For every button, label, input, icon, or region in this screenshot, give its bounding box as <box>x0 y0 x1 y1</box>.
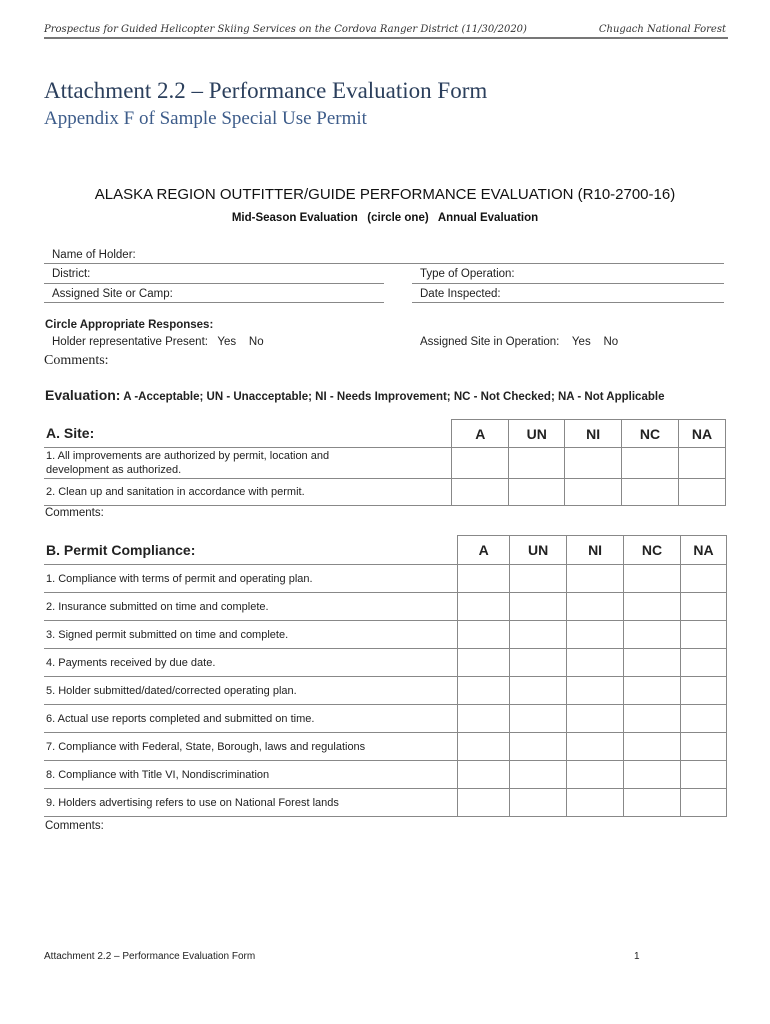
holder-name-field[interactable]: Name of Holder: <box>52 249 136 261</box>
type-of-operation-field[interactable]: Type of Operation: <box>420 268 515 280</box>
holder-present-choice[interactable]: Holder representative Present: Yes No <box>52 336 264 348</box>
rating-cell[interactable] <box>452 479 509 506</box>
rating-cell[interactable] <box>510 649 567 677</box>
rating-cell[interactable] <box>681 705 727 733</box>
rating-cell[interactable] <box>452 448 509 479</box>
permit-item-9: 9. Holders advertising refers to use on National Forest lands <box>44 789 458 817</box>
rating-cell[interactable] <box>624 593 681 621</box>
rating-cell[interactable] <box>622 448 679 479</box>
table-row <box>44 733 727 761</box>
site-in-operation-choice[interactable]: Assigned Site in Operation: Yes No <box>420 336 619 348</box>
rating-cell[interactable] <box>510 705 567 733</box>
rating-cell[interactable] <box>510 621 567 649</box>
rating-cell[interactable] <box>567 789 624 817</box>
table-row <box>44 565 727 593</box>
col-nc-header: NC <box>622 420 679 448</box>
rating-cell[interactable] <box>681 649 727 677</box>
site-item-1 <box>44 448 452 479</box>
permit-item-4: 4. Payments received by due date. <box>44 649 458 677</box>
evaluation-label: Evaluation: <box>45 387 121 403</box>
rating-cell[interactable] <box>681 621 727 649</box>
rating-cell[interactable] <box>624 733 681 761</box>
table-row <box>44 479 726 506</box>
rating-cell[interactable] <box>458 677 510 705</box>
rating-cell[interactable] <box>567 761 624 789</box>
table-row <box>44 649 727 677</box>
rating-cell[interactable] <box>509 448 565 479</box>
rating-cell[interactable] <box>458 789 510 817</box>
permit-item-6: 6. Actual use reports completed and submitted on time. <box>44 705 458 733</box>
running-header-right: Chugach National Forest <box>598 24 726 35</box>
district-field[interactable]: District: <box>52 268 91 280</box>
rating-cell[interactable] <box>624 705 681 733</box>
rating-cell[interactable] <box>567 621 624 649</box>
col-ni-header: NI <box>565 420 622 448</box>
table-row <box>44 593 727 621</box>
page-subtitle: Appendix F of Sample Special Use Permit <box>44 108 367 129</box>
rating-cell[interactable] <box>681 593 727 621</box>
rating-cell[interactable] <box>624 761 681 789</box>
rating-cell[interactable] <box>509 479 565 506</box>
evaluation-key-text: A -Acceptable; UN - Unacceptable; NI - Needs Improvement; NC - Not Checked; NA - Not Applicable <box>123 391 665 403</box>
site-table <box>44 419 726 506</box>
rating-cell[interactable] <box>458 649 510 677</box>
rating-cell[interactable] <box>624 565 681 593</box>
rating-cell[interactable] <box>681 761 727 789</box>
permit-item-5: 5. Holder submitted/dated/corrected operating plan. <box>44 677 458 705</box>
rating-cell[interactable] <box>679 479 726 506</box>
col-un-header: UN <box>510 536 567 565</box>
rating-cell[interactable] <box>458 565 510 593</box>
permit-item-1: 1. Compliance with terms of permit and operating plan. <box>44 565 458 593</box>
evaluation-type-choice[interactable]: Mid-Season Evaluation (circle one) Annual Evaluation <box>231 212 539 224</box>
rating-cell[interactable] <box>510 565 567 593</box>
rating-cell[interactable] <box>458 733 510 761</box>
rating-cell[interactable] <box>681 733 727 761</box>
rating-cell[interactable] <box>458 761 510 789</box>
rating-cell[interactable] <box>624 621 681 649</box>
rating-cell[interactable] <box>624 649 681 677</box>
rating-cell[interactable] <box>681 677 727 705</box>
table-row <box>44 448 726 479</box>
header-rule <box>44 37 728 39</box>
col-na-header: NA <box>681 536 727 565</box>
comments-label: Comments: <box>44 353 109 368</box>
table-row <box>44 705 727 733</box>
rating-cell[interactable] <box>624 677 681 705</box>
rating-cell[interactable] <box>681 789 727 817</box>
table-row <box>44 789 727 817</box>
col-a-header: A <box>458 536 510 565</box>
permit-item-8: 8. Compliance with Title VI, Nondiscrimination <box>44 761 458 789</box>
rating-cell[interactable] <box>565 448 622 479</box>
permit-compliance-table <box>44 535 727 817</box>
site-item-1-text: 1. All improvements are authorized by permit, location and development as authorized. <box>46 450 330 476</box>
page-number: 1 <box>634 951 640 962</box>
assigned-site-field[interactable]: Assigned Site or Camp: <box>52 288 173 300</box>
site-section-heading: A. Site: <box>44 420 452 448</box>
page-title: Attachment 2.2 – Performance Evaluation Form <box>44 78 488 103</box>
col-na-header: NA <box>679 420 726 448</box>
circle-responses-heading: Circle Appropriate Responses: <box>45 319 214 331</box>
form-title: ALASKA REGION OUTFITTER/GUIDE PERFORMANCE EVALUATION (R10-2700-16) <box>94 186 676 203</box>
permit-item-7: 7. Compliance with Federal, State, Borough, laws and regulations <box>44 733 458 761</box>
field-line <box>412 302 724 303</box>
rating-cell[interactable] <box>458 621 510 649</box>
rating-cell[interactable] <box>510 789 567 817</box>
rating-cell[interactable] <box>624 789 681 817</box>
permit-item-3: 3. Signed permit submitted on time and complete. <box>44 621 458 649</box>
field-line <box>44 283 384 284</box>
rating-cell[interactable] <box>458 593 510 621</box>
rating-cell[interactable] <box>510 677 567 705</box>
rating-cell[interactable] <box>622 479 679 506</box>
rating-cell[interactable] <box>681 565 727 593</box>
rating-cell[interactable] <box>565 479 622 506</box>
site-comments-label: Comments: <box>45 507 104 519</box>
rating-cell[interactable] <box>510 593 567 621</box>
rating-cell[interactable] <box>679 448 726 479</box>
evaluation-key <box>45 387 664 403</box>
site-item-2: 2. Clean up and sanitation in accordance with permit. <box>44 479 452 506</box>
permit-comments-label: Comments: <box>45 820 104 832</box>
table-row <box>44 621 727 649</box>
col-un-header: UN <box>509 420 565 448</box>
permit-item-2: 2. Insurance submitted on time and complete. <box>44 593 458 621</box>
rating-cell[interactable] <box>567 733 624 761</box>
field-line <box>44 302 384 303</box>
col-nc-header: NC <box>624 536 681 565</box>
rating-cell[interactable] <box>567 705 624 733</box>
footer-title: Attachment 2.2 – Performance Evaluation Form <box>44 951 256 962</box>
rating-cell[interactable] <box>567 649 624 677</box>
col-a-header: A <box>452 420 509 448</box>
rating-cell[interactable] <box>510 733 567 761</box>
rating-cell[interactable] <box>458 705 510 733</box>
rating-cell[interactable] <box>510 761 567 789</box>
running-header-left: Prospectus for Guided Helicopter Skiing Services on the Cordova Ranger District (11/30/2020) <box>44 24 527 35</box>
permit-section-heading: B. Permit Compliance: <box>44 536 458 565</box>
rating-cell[interactable] <box>567 677 624 705</box>
field-line <box>412 283 724 284</box>
table-row <box>44 761 727 789</box>
date-inspected-field[interactable]: Date Inspected: <box>420 288 501 300</box>
rating-cell[interactable] <box>567 593 624 621</box>
field-line <box>44 263 724 264</box>
col-ni-header: NI <box>567 536 624 565</box>
table-row <box>44 677 727 705</box>
rating-cell[interactable] <box>567 565 624 593</box>
